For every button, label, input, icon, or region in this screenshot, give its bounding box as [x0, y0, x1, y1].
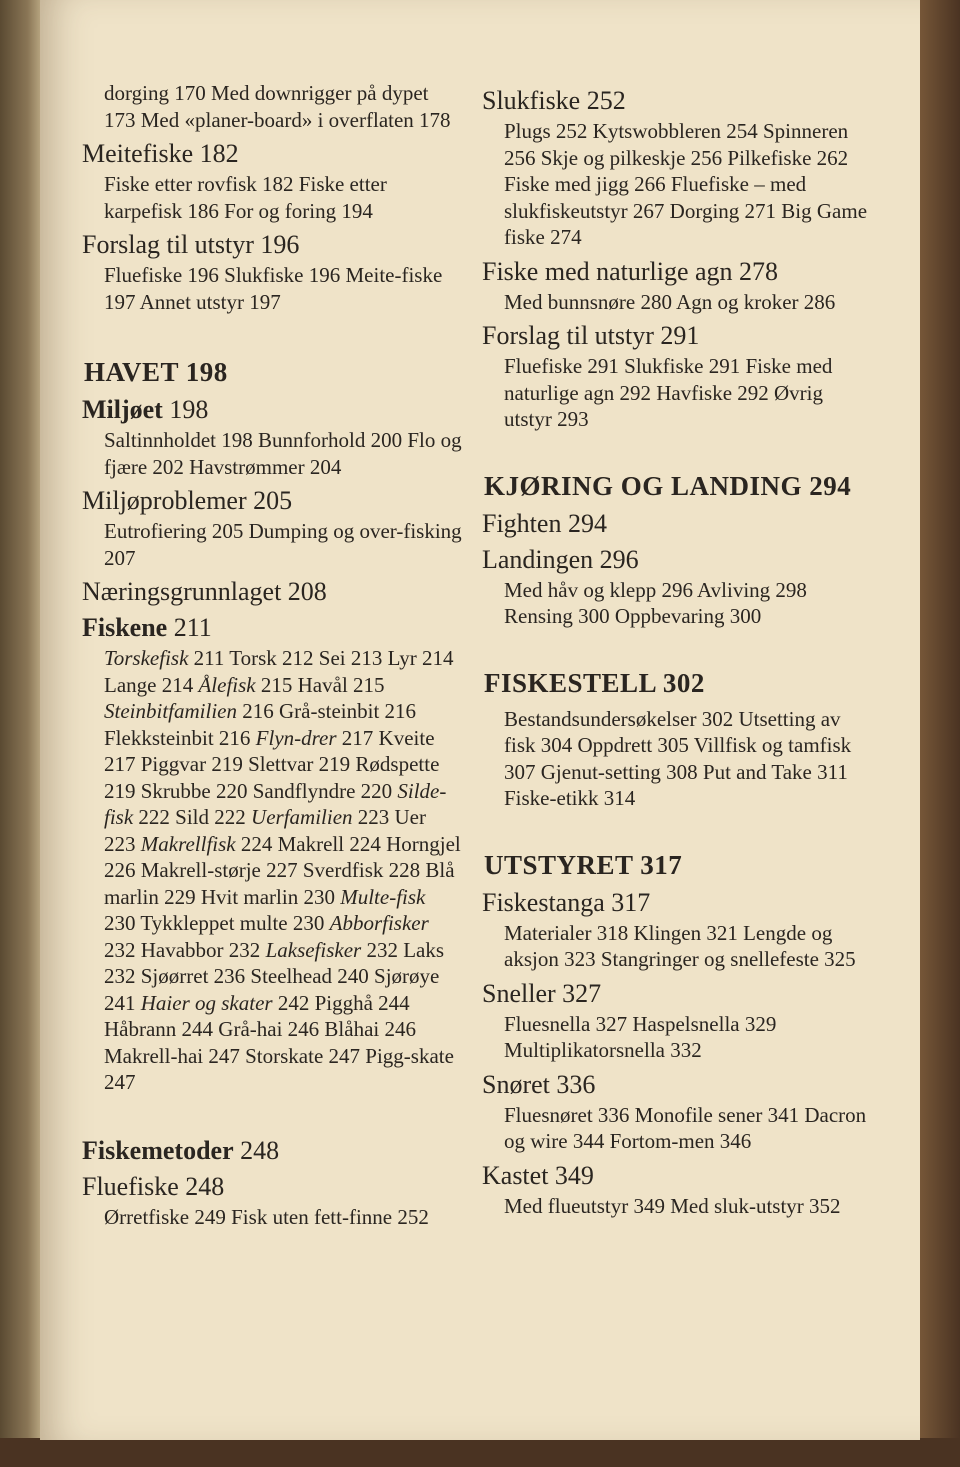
toc-subentries: Saltinnholdet 198 Bunnforhold 200 Flo og fjære 202 Havstrømmer 204 [104, 428, 462, 479]
toc-entry: Forslag til utstyr 196 [82, 230, 300, 259]
fish-entries: 217 Kveite 217 Piggvar 219 Slettvar 219 Rødspette 219 Skrubbe 220 Sandflyndre 220 [104, 725, 440, 803]
toc-subentries: Fluefiske 291 Slukfiske 291 Fiske med naturlige agn 292 Havfiske 292 Øvrig utstyr 293 [504, 354, 833, 431]
fish-entries: 211 Torsk 212 Sei 213 Lyr 214 Lange 214 [104, 646, 454, 697]
fish-family-name: Abborfisker [329, 911, 429, 935]
toc-subentries: Fluesnøret 336 Monofile sener 341 Dacron og wire 344 Fortom-men 346 [504, 1102, 867, 1153]
toc-subentries: Med bunnsnøre 280 Agn og kroker 286 [504, 289, 836, 314]
toc-entry: Meitefiske 182 [82, 139, 239, 168]
toc-entry: Sneller 327 [482, 978, 602, 1008]
toc-subentries-fishes [104, 645, 462, 1096]
fish-entries: 232 Laks 232 Sjøørret 236 Steelhead 240 Sjørøye 241 [104, 937, 445, 1015]
toc-section-heading: UTSTYRET 317 [484, 849, 683, 880]
page-number: 198 [162, 395, 209, 424]
toc-subentries: Eutrofiering 205 Dumping og over-fisking 207 [104, 519, 462, 570]
fish-entries: 224 Makrell 224 Horngjel 226 Makrell-størje 227 Sverdfisk 228 Blå marlin 229 Hvit marlin 230 [104, 831, 461, 909]
chapter-title: Miljøet [82, 395, 163, 424]
fish-entries: 222 Sild 222 [133, 805, 252, 829]
fish-entries: 242 Pigghå 244 Håbrann 244 Grå-hai 246 Blåhai 246 Makrell-hai 247 Storskate 247 Pigg-skate 247 [104, 990, 454, 1094]
fish-family-name: Torskefisk [104, 646, 189, 670]
toc-right-column [482, 80, 872, 1223]
toc-entry: Næringsgrunnlaget 208 [82, 577, 327, 606]
toc-entry: Snøret 336 [482, 1069, 596, 1099]
fish-family-name: Silde-fisk [104, 778, 447, 829]
page-edge [916, 0, 960, 1467]
toc-subentries: dorging 170 Med downrigger på dypet 173 Med «planer-board» i overflaten 178 [104, 81, 451, 132]
toc-subentries: Bestandsundersøkelser 302 Utsetting av fisk 304 Oppdrett 305 Villfisk og tamfisk 307 Gjenut-setting 308 Put and Take 311 Fiske-etikk 314 [504, 706, 852, 810]
fish-family-name: Laksefisker [265, 937, 362, 962]
page-number: 211 [167, 613, 212, 642]
fish-family-name: Makrellfisk [140, 831, 236, 856]
fish-family-name: Uerfamilien [251, 805, 353, 829]
toc-entry: Fluefiske 248 [82, 1171, 225, 1201]
chapter-title: Fiskene [82, 613, 168, 642]
toc-entry: Fiske med naturlige agn 278 [482, 256, 779, 286]
toc-subentries: Fluefiske 196 Slukfiske 196 Meite-fiske 197 Annet utstyr 197 [104, 263, 443, 314]
toc-entry: Fighten 294 [482, 508, 607, 538]
toc-entry: Landingen 296 [482, 544, 639, 574]
spacer [82, 1100, 462, 1130]
fish-family-name: Multe-fisk [340, 884, 426, 909]
toc-chapter-heading [82, 613, 462, 643]
fish-entries: 223 Uer 223 [104, 805, 426, 856]
fish-entries: 232 Havabbor 232 [104, 937, 266, 962]
toc-subentries: Ørretfiske 249 Fisk uten fett-finne 252 [104, 1204, 429, 1229]
toc-chapter-heading [82, 395, 462, 425]
fish-family-name: Steinbitfamilien [104, 699, 237, 723]
page-number: 248 [233, 1135, 280, 1165]
toc-section-heading: FISKESTELL 302 [484, 667, 705, 698]
toc-section-heading: HAVET 198 [84, 357, 228, 387]
toc-left-column [82, 80, 462, 1234]
toc-entry: Miljøproblemer 205 [82, 486, 293, 515]
toc-subentries: Fluesnella 327 Haspelsnella 329 Multiplikatorsnella 332 [504, 1011, 777, 1062]
toc-subentries: Materialer 318 Klingen 321 Lengde og aksjon 323 Stangringer og snellefeste 325 [504, 920, 856, 971]
chapter-title: Fiskemetoder [82, 1135, 234, 1165]
fish-entries: 230 Tykkleppet multe 230 [104, 911, 330, 935]
toc-entry: Fiskestanga 317 [482, 887, 651, 917]
fish-family-name: Haier og skater [140, 990, 273, 1015]
toc-subentries: Fiske etter rovfisk 182 Fiske etter karpefisk 186 For og foring 194 [104, 172, 387, 223]
toc-subentries: Med håv og klepp 296 Avliving 298 Rensing 300 Oppbevaring 300 [504, 577, 807, 628]
page-bottom-edge [0, 1438, 960, 1467]
fish-entries: 216 Grå-steinbit 216 Flekksteinbit 216 [104, 699, 417, 750]
fish-entries: 215 Havål 215 [255, 672, 385, 697]
fish-family-name: Ålefisk [198, 672, 256, 697]
toc-subentries: Plugs 252 Kytswobbleren 254 Spinneren 256 Skje og pilkeskje 256 Pilkefiske 262 Fiske med jigg 266 Fluefiske – med slukfiskeutstyr 267 Dorging 271 Big Game fiske 274 [504, 119, 868, 249]
fish-family-name: Flyn-drer [255, 725, 337, 750]
toc-entry: Slukfiske 252 [482, 86, 626, 115]
toc-entry: Forslag til utstyr 291 [482, 321, 700, 350]
toc-subentries: Med flueutstyr 349 Med sluk-utstyr 352 [504, 1193, 841, 1218]
toc-entry: Kastet 349 [482, 1160, 594, 1190]
toc-chapter-heading [82, 1136, 462, 1166]
toc-section-heading: KJØRING OG LANDING 294 [484, 470, 852, 501]
